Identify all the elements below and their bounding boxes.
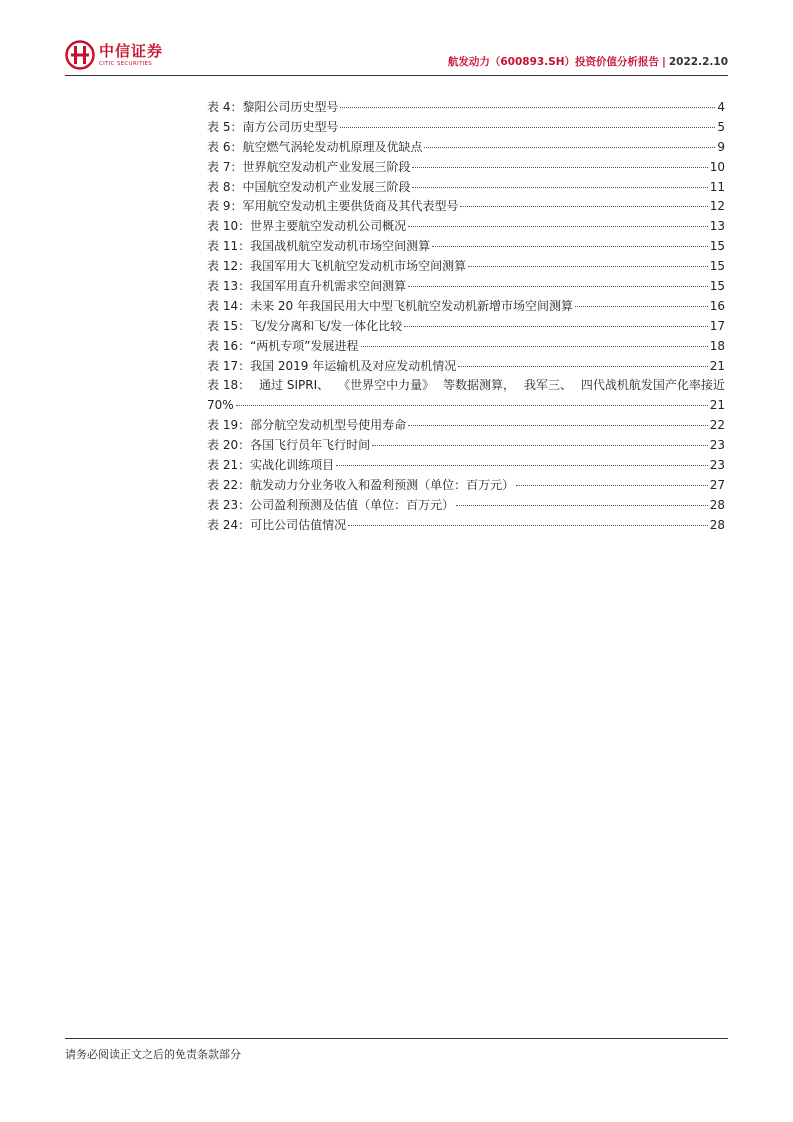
toc-entry-page: 22 (709, 418, 725, 433)
toc-entry[interactable] (207, 496, 725, 516)
citic-logo-icon (65, 40, 95, 70)
toc-entry[interactable] (207, 357, 725, 377)
report-date: 2022.2.10 (668, 56, 728, 68)
citic-logo (65, 39, 163, 71)
toc-entry[interactable] (207, 297, 725, 317)
toc-entry-label: 表 6：航空燃气涡轮发动机原理及优缺点 (207, 139, 423, 154)
toc-entry[interactable] (207, 98, 725, 118)
toc-dot-leader (404, 326, 708, 327)
toc-entry[interactable] (207, 516, 725, 536)
toc-entry-label: 表 5：南方公司历史型号 (207, 119, 339, 134)
toc-entry-label-segment: 四代战机航发国产化率接近 (580, 378, 725, 393)
toc-dot-leader (516, 485, 708, 486)
toc-dot-leader (348, 525, 708, 526)
toc-entry-label: 70% (207, 398, 234, 413)
toc-entry[interactable] (207, 436, 725, 456)
page-header (65, 36, 728, 74)
toc-entry-page: 16 (709, 298, 725, 313)
toc-entry-page: 17 (709, 318, 725, 333)
toc-entry-page: 18 (709, 338, 725, 353)
toc-dot-leader (468, 266, 708, 267)
footer-divider (65, 1038, 728, 1039)
toc-entry-label-segment: 《世界空中力量》 (338, 378, 435, 393)
toc-entry-label: 表 17：我国 2019 年运输机及对应发动机情况 (207, 358, 457, 373)
toc-dot-leader (412, 167, 707, 168)
toc-dot-leader (340, 127, 715, 128)
toc-dot-leader (408, 226, 708, 227)
toc-entry-label-segment: 我军三、 (523, 378, 572, 393)
toc-entry-label: 表 4：黎阳公司历史型号 (207, 100, 339, 114)
toc-dot-leader (412, 187, 707, 188)
toc-entry-page: 23 (709, 438, 725, 453)
toc-dot-leader (408, 425, 708, 426)
table-of-tables (207, 98, 725, 536)
toc-entry-label: 表 13：我国军用直升机需求空间测算 (207, 279, 407, 294)
toc-entry-label: 表 12：我国军用大飞机航空发动机市场空间测算 (207, 259, 467, 274)
toc-dot-leader (456, 505, 708, 506)
toc-entry-page: 28 (709, 517, 725, 532)
toc-entry-page: 27 (709, 477, 725, 492)
toc-entry-label-segment: 表 18： (207, 378, 251, 393)
toc-entry-page: 11 (709, 179, 725, 194)
toc-entry[interactable] (207, 317, 725, 337)
report-title-bar (448, 54, 728, 69)
toc-entry-page: 21 (709, 358, 725, 373)
title-separator: | (662, 56, 666, 68)
toc-entry-label: 表 16：“两机专项”发展进程 (207, 338, 359, 353)
toc-dot-leader (432, 246, 708, 247)
toc-entry[interactable] (207, 416, 725, 436)
toc-entry[interactable] (207, 257, 725, 277)
toc-dot-leader (458, 366, 707, 367)
toc-entry-label: 表 21：实战化训练项目 (207, 458, 335, 473)
toc-dot-leader (361, 346, 708, 347)
toc-entry-label: 表 10：世界主要航空发动机公司概况 (207, 219, 407, 234)
toc-entry-page: 4 (717, 100, 725, 114)
toc-dot-leader (236, 405, 708, 406)
toc-entry-wrapped-line1[interactable] (207, 376, 725, 396)
toc-dot-leader (424, 147, 715, 148)
toc-entry[interactable] (207, 237, 725, 257)
footer-disclaimer: 请务必阅读正文之后的免责条款部分 (65, 1048, 241, 1061)
toc-entry-page: 28 (709, 497, 725, 512)
toc-entry-label: 表 24：可比公司估值情况 (207, 517, 347, 532)
toc-entry-page: 12 (709, 199, 725, 214)
toc-entry-label: 表 22：航发动力分业务收入和盈利预测（单位：百万元） (207, 477, 515, 492)
toc-entry-page: 10 (709, 159, 725, 174)
header-divider (65, 75, 728, 76)
toc-entry[interactable] (207, 217, 725, 237)
toc-entry-wrapped-line2[interactable] (207, 396, 725, 416)
toc-entry-page: 21 (709, 398, 725, 413)
toc-entry-page: 13 (709, 219, 725, 234)
toc-entry[interactable] (207, 178, 725, 198)
toc-entry[interactable] (207, 158, 725, 178)
toc-entry-label: 表 11：我国战机航空发动机市场空间测算 (207, 239, 431, 254)
toc-entry-page: 15 (709, 259, 725, 274)
toc-entry[interactable] (207, 277, 725, 297)
toc-entry[interactable] (207, 456, 725, 476)
toc-dot-leader (575, 306, 708, 307)
toc-entry-label: 表 15：飞/发分离和飞/发一体化比较 (207, 318, 403, 333)
toc-entry-label: 表 20：各国飞行员年飞行时间 (207, 438, 371, 453)
toc-entry[interactable] (207, 476, 725, 496)
toc-dot-leader (372, 445, 708, 446)
toc-entry-label: 表 9：军用航空发动机主要供货商及其代表型号 (207, 199, 459, 214)
logo-english-name: CITIC SECURITIES (99, 60, 153, 67)
toc-entry-page: 9 (717, 139, 725, 154)
toc-entry-page: 23 (709, 458, 725, 473)
toc-entry[interactable] (207, 118, 725, 138)
toc-entry-label: 表 19：部分航空发动机型号使用寿命 (207, 418, 407, 433)
logo-chinese-name: 中信证券 (99, 41, 164, 60)
toc-dot-leader (408, 286, 708, 287)
toc-entry[interactable] (207, 138, 725, 158)
toc-entry-label: 表 23：公司盈利预测及估值（单位：百万元） (207, 497, 455, 512)
toc-entry-label: 表 7：世界航空发动机产业发展三阶段 (207, 159, 411, 174)
toc-entry[interactable] (207, 337, 725, 357)
toc-dot-leader (340, 107, 715, 108)
toc-entry-label: 表 14：未来 20 年我国民用大中型飞机航空发动机新增市场空间测算 (207, 298, 573, 313)
toc-entry-label (207, 376, 725, 396)
toc-entry-label: 表 8：中国航空发动机产业发展三阶段 (207, 179, 411, 194)
report-title: 航发动力（600893.SH）投资价值分析报告 (447, 56, 660, 68)
toc-entry-label-segment: 等数据测算， (443, 378, 516, 393)
toc-dot-leader (460, 206, 707, 207)
toc-entry-page: 15 (709, 239, 725, 254)
toc-dot-leader (336, 465, 708, 466)
toc-entry-label-segment: 通过 SIPRI、 (259, 378, 330, 393)
toc-entry-page: 5 (717, 119, 725, 134)
toc-entry[interactable] (207, 197, 725, 217)
toc-entry-page: 15 (709, 279, 725, 294)
